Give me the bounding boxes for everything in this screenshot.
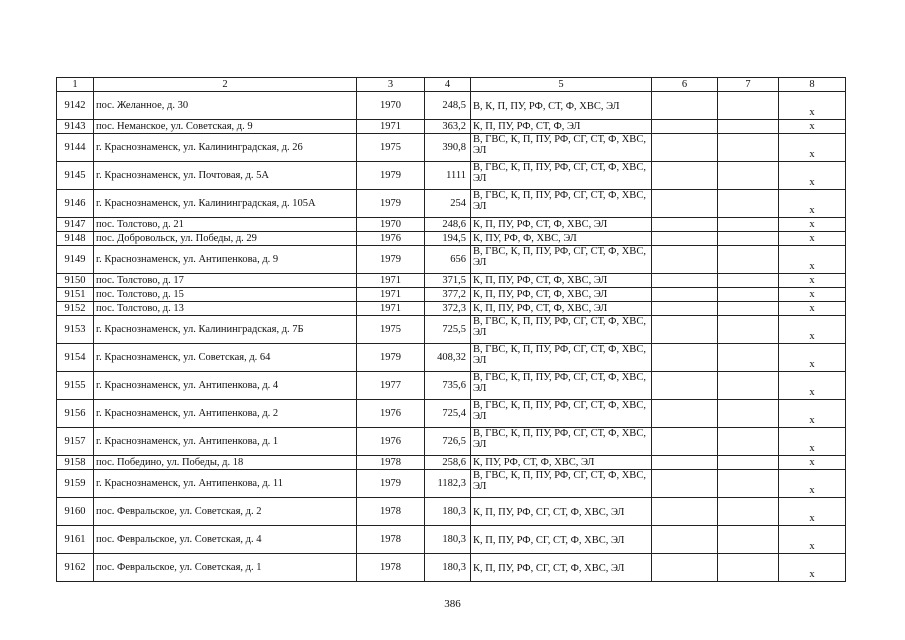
row-area: 258,6	[425, 456, 471, 470]
row-col-6	[652, 190, 718, 218]
row-number: 9158	[57, 456, 94, 470]
row-number: 9161	[57, 526, 94, 554]
row-col-6	[652, 162, 718, 190]
table-row	[57, 218, 846, 232]
row-address: г. Краснознаменск, ул. Калининградская, д. 26	[94, 134, 357, 162]
row-number: 9155	[57, 372, 94, 400]
row-col-6	[652, 554, 718, 582]
row-year: 1970	[357, 218, 425, 232]
table-row	[57, 372, 846, 400]
row-number: 9145	[57, 162, 94, 190]
table-row	[57, 526, 846, 554]
row-number: 9142	[57, 92, 94, 120]
table-row	[57, 232, 846, 246]
table-row	[57, 302, 846, 316]
housing-table	[56, 77, 846, 582]
row-col-7	[718, 344, 779, 372]
row-address: г. Краснознаменск, ул. Антипенкова, д. 1	[94, 428, 357, 456]
row-area: 725,4	[425, 400, 471, 428]
row-systems: В, ГВС, К, П, ПУ, РФ, СГ, СТ, Ф, ХВС, ЭЛ	[471, 134, 652, 162]
row-address: г. Краснознаменск, ул. Антипенкова, д. 2	[94, 400, 357, 428]
row-area: 180,3	[425, 498, 471, 526]
row-area: 377,2	[425, 288, 471, 302]
table-row	[57, 428, 846, 456]
header-col-4: 4	[425, 78, 471, 92]
row-col-7	[718, 218, 779, 232]
row-area: 656	[425, 246, 471, 274]
table-body	[57, 92, 846, 582]
row-area: 363,2	[425, 120, 471, 134]
row-number: 9156	[57, 400, 94, 428]
row-area: 726,5	[425, 428, 471, 456]
row-col-6	[652, 344, 718, 372]
row-area: 735,6	[425, 372, 471, 400]
row-address: г. Краснознаменск, ул. Советская, д. 64	[94, 344, 357, 372]
row-col-6	[652, 498, 718, 526]
row-col-7	[718, 456, 779, 470]
row-systems: К, П, ПУ, РФ, СТ, Ф, ХВС, ЭЛ	[471, 274, 652, 288]
row-year: 1979	[357, 344, 425, 372]
row-col-6	[652, 470, 718, 498]
row-col-6	[652, 218, 718, 232]
row-area: 180,3	[425, 526, 471, 554]
row-systems: В, ГВС, К, П, ПУ, РФ, СГ, СТ, Ф, ХВС, ЭЛ	[471, 344, 652, 372]
row-systems: К, П, ПУ, РФ, СТ, Ф, ХВС, ЭЛ	[471, 218, 652, 232]
header-row	[57, 78, 846, 92]
row-mark: х	[779, 246, 846, 274]
row-systems: К, П, ПУ, РФ, СГ, СТ, Ф, ХВС, ЭЛ	[471, 554, 652, 582]
row-mark: х	[779, 190, 846, 218]
row-col-6	[652, 428, 718, 456]
row-mark: х	[779, 372, 846, 400]
row-systems: В, ГВС, К, П, ПУ, РФ, СГ, СТ, Ф, ХВС, ЭЛ	[471, 316, 652, 344]
row-systems: К, П, ПУ, РФ, СТ, Ф, ЭЛ	[471, 120, 652, 134]
table-row	[57, 162, 846, 190]
row-mark: х	[779, 120, 846, 134]
row-year: 1976	[357, 400, 425, 428]
row-col-7	[718, 232, 779, 246]
row-systems: В, ГВС, К, П, ПУ, РФ, СГ, СТ, Ф, ХВС, ЭЛ	[471, 162, 652, 190]
row-address: пос. Победино, ул. Победы, д. 18	[94, 456, 357, 470]
header-col-5: 5	[471, 78, 652, 92]
table-row	[57, 190, 846, 218]
table-row	[57, 344, 846, 372]
header-col-2: 2	[94, 78, 357, 92]
row-number: 9154	[57, 344, 94, 372]
row-systems: К, П, ПУ, РФ, СТ, Ф, ХВС, ЭЛ	[471, 288, 652, 302]
row-number: 9146	[57, 190, 94, 218]
row-col-7	[718, 274, 779, 288]
table-row	[57, 554, 846, 582]
row-col-7	[718, 190, 779, 218]
row-address: г. Краснознаменск, ул. Калининградская, д. 7Б	[94, 316, 357, 344]
row-number: 9162	[57, 554, 94, 582]
row-area: 408,32	[425, 344, 471, 372]
row-col-7	[718, 120, 779, 134]
page-number: 386	[444, 598, 461, 610]
row-systems: В, ГВС, К, П, ПУ, РФ, СГ, СТ, Ф, ХВС, ЭЛ	[471, 428, 652, 456]
row-year: 1978	[357, 554, 425, 582]
row-mark: х	[779, 498, 846, 526]
row-address: пос. Желанное, д. 30	[94, 92, 357, 120]
row-year: 1976	[357, 232, 425, 246]
row-address: г. Краснознаменск, ул. Антипенкова, д. 9	[94, 246, 357, 274]
table-row	[57, 134, 846, 162]
row-col-7	[718, 470, 779, 498]
row-col-7	[718, 92, 779, 120]
row-area: 248,5	[425, 92, 471, 120]
table-row	[57, 400, 846, 428]
row-address: пос. Февральское, ул. Советская, д. 2	[94, 498, 357, 526]
row-mark: х	[779, 218, 846, 232]
row-mark: х	[779, 302, 846, 316]
row-mark: х	[779, 274, 846, 288]
row-area: 248,6	[425, 218, 471, 232]
row-systems: В, ГВС, К, П, ПУ, РФ, СГ, СТ, Ф, ХВС, ЭЛ	[471, 246, 652, 274]
row-systems: К, П, ПУ, РФ, СГ, СТ, Ф, ХВС, ЭЛ	[471, 498, 652, 526]
table-row	[57, 120, 846, 134]
row-mark: х	[779, 456, 846, 470]
row-col-7	[718, 372, 779, 400]
header-col-6: 6	[652, 78, 718, 92]
table-row	[57, 274, 846, 288]
row-area: 390,8	[425, 134, 471, 162]
row-area: 1111	[425, 162, 471, 190]
row-col-7	[718, 134, 779, 162]
row-address: г. Краснознаменск, ул. Антипенкова, д. 11	[94, 470, 357, 498]
row-col-7	[718, 162, 779, 190]
header-col-8: 8	[779, 78, 846, 92]
row-year: 1978	[357, 526, 425, 554]
row-year: 1971	[357, 288, 425, 302]
row-col-7	[718, 526, 779, 554]
row-mark: х	[779, 162, 846, 190]
table-row	[57, 92, 846, 120]
row-number: 9148	[57, 232, 94, 246]
row-address: пос. Толстово, д. 13	[94, 302, 357, 316]
header-col-7: 7	[718, 78, 779, 92]
table-row	[57, 246, 846, 274]
row-address: пос. Неманское, ул. Советская, д. 9	[94, 120, 357, 134]
row-systems: В, ГВС, К, П, ПУ, РФ, СГ, СТ, Ф, ХВС, ЭЛ	[471, 470, 652, 498]
row-year: 1975	[357, 134, 425, 162]
row-area: 194,5	[425, 232, 471, 246]
row-mark: х	[779, 428, 846, 456]
row-systems: К, П, ПУ, РФ, СТ, Ф, ХВС, ЭЛ	[471, 302, 652, 316]
row-number: 9147	[57, 218, 94, 232]
table-row	[57, 456, 846, 470]
row-year: 1979	[357, 470, 425, 498]
row-mark: х	[779, 134, 846, 162]
row-area: 1182,3	[425, 470, 471, 498]
row-col-6	[652, 92, 718, 120]
row-year: 1977	[357, 372, 425, 400]
row-address: пос. Февральское, ул. Советская, д. 4	[94, 526, 357, 554]
row-col-7	[718, 316, 779, 344]
row-mark: х	[779, 470, 846, 498]
header-col-1: 1	[57, 78, 94, 92]
row-area: 180,3	[425, 554, 471, 582]
row-col-7	[718, 554, 779, 582]
row-mark: х	[779, 92, 846, 120]
row-col-7	[718, 498, 779, 526]
row-address: г. Краснознаменск, ул. Антипенкова, д. 4	[94, 372, 357, 400]
row-col-6	[652, 274, 718, 288]
row-col-7	[718, 288, 779, 302]
header-col-3: 3	[357, 78, 425, 92]
row-systems: К, ПУ, РФ, Ф, ХВС, ЭЛ	[471, 232, 652, 246]
row-number: 9160	[57, 498, 94, 526]
row-col-7	[718, 246, 779, 274]
row-systems: К, П, ПУ, РФ, СГ, СТ, Ф, ХВС, ЭЛ	[471, 526, 652, 554]
housing-table-container	[56, 77, 846, 582]
row-year: 1971	[357, 302, 425, 316]
row-year: 1978	[357, 456, 425, 470]
row-col-6	[652, 372, 718, 400]
row-area: 254	[425, 190, 471, 218]
row-col-6	[652, 246, 718, 274]
row-address: г. Краснознаменск, ул. Почтовая, д. 5А	[94, 162, 357, 190]
table-row	[57, 288, 846, 302]
row-mark: х	[779, 288, 846, 302]
row-area: 372,3	[425, 302, 471, 316]
row-col-6	[652, 120, 718, 134]
row-systems: В, ГВС, К, П, ПУ, РФ, СГ, СТ, Ф, ХВС, ЭЛ	[471, 190, 652, 218]
row-address: пос. Добровольск, ул. Победы, д. 29	[94, 232, 357, 246]
table-row	[57, 470, 846, 498]
row-col-6	[652, 302, 718, 316]
row-year: 1971	[357, 274, 425, 288]
row-systems: В, ГВС, К, П, ПУ, РФ, СГ, СТ, Ф, ХВС, ЭЛ	[471, 400, 652, 428]
row-year: 1979	[357, 190, 425, 218]
table-row	[57, 498, 846, 526]
row-number: 9150	[57, 274, 94, 288]
row-address: пос. Толстово, д. 15	[94, 288, 357, 302]
row-col-7	[718, 400, 779, 428]
row-number: 9149	[57, 246, 94, 274]
row-col-6	[652, 400, 718, 428]
row-col-6	[652, 134, 718, 162]
row-year: 1971	[357, 120, 425, 134]
row-year: 1970	[357, 92, 425, 120]
row-number: 9157	[57, 428, 94, 456]
row-mark: х	[779, 232, 846, 246]
row-number: 9159	[57, 470, 94, 498]
row-col-7	[718, 428, 779, 456]
row-systems: К, ПУ, РФ, СТ, Ф, ХВС, ЭЛ	[471, 456, 652, 470]
row-number: 9152	[57, 302, 94, 316]
row-mark: х	[779, 344, 846, 372]
row-col-7	[718, 302, 779, 316]
row-col-6	[652, 232, 718, 246]
row-mark: х	[779, 526, 846, 554]
row-area: 725,5	[425, 316, 471, 344]
row-address: пос. Толстово, д. 17	[94, 274, 357, 288]
row-year: 1975	[357, 316, 425, 344]
table-row	[57, 316, 846, 344]
row-year: 1979	[357, 162, 425, 190]
row-area: 371,5	[425, 274, 471, 288]
row-col-6	[652, 288, 718, 302]
row-col-6	[652, 316, 718, 344]
row-address: пос. Толстово, д. 21	[94, 218, 357, 232]
row-col-6	[652, 526, 718, 554]
row-systems: В, К, П, ПУ, РФ, СТ, Ф, ХВС, ЭЛ	[471, 92, 652, 120]
row-systems: В, ГВС, К, П, ПУ, РФ, СГ, СТ, Ф, ХВС, ЭЛ	[471, 372, 652, 400]
row-number: 9143	[57, 120, 94, 134]
row-col-6	[652, 456, 718, 470]
row-year: 1979	[357, 246, 425, 274]
row-number: 9151	[57, 288, 94, 302]
row-number: 9153	[57, 316, 94, 344]
row-mark: х	[779, 316, 846, 344]
row-address: г. Краснознаменск, ул. Калининградская, д. 105А	[94, 190, 357, 218]
row-mark: х	[779, 554, 846, 582]
row-year: 1978	[357, 498, 425, 526]
row-mark: х	[779, 400, 846, 428]
row-number: 9144	[57, 134, 94, 162]
row-year: 1976	[357, 428, 425, 456]
row-address: пос. Февральское, ул. Советская, д. 1	[94, 554, 357, 582]
